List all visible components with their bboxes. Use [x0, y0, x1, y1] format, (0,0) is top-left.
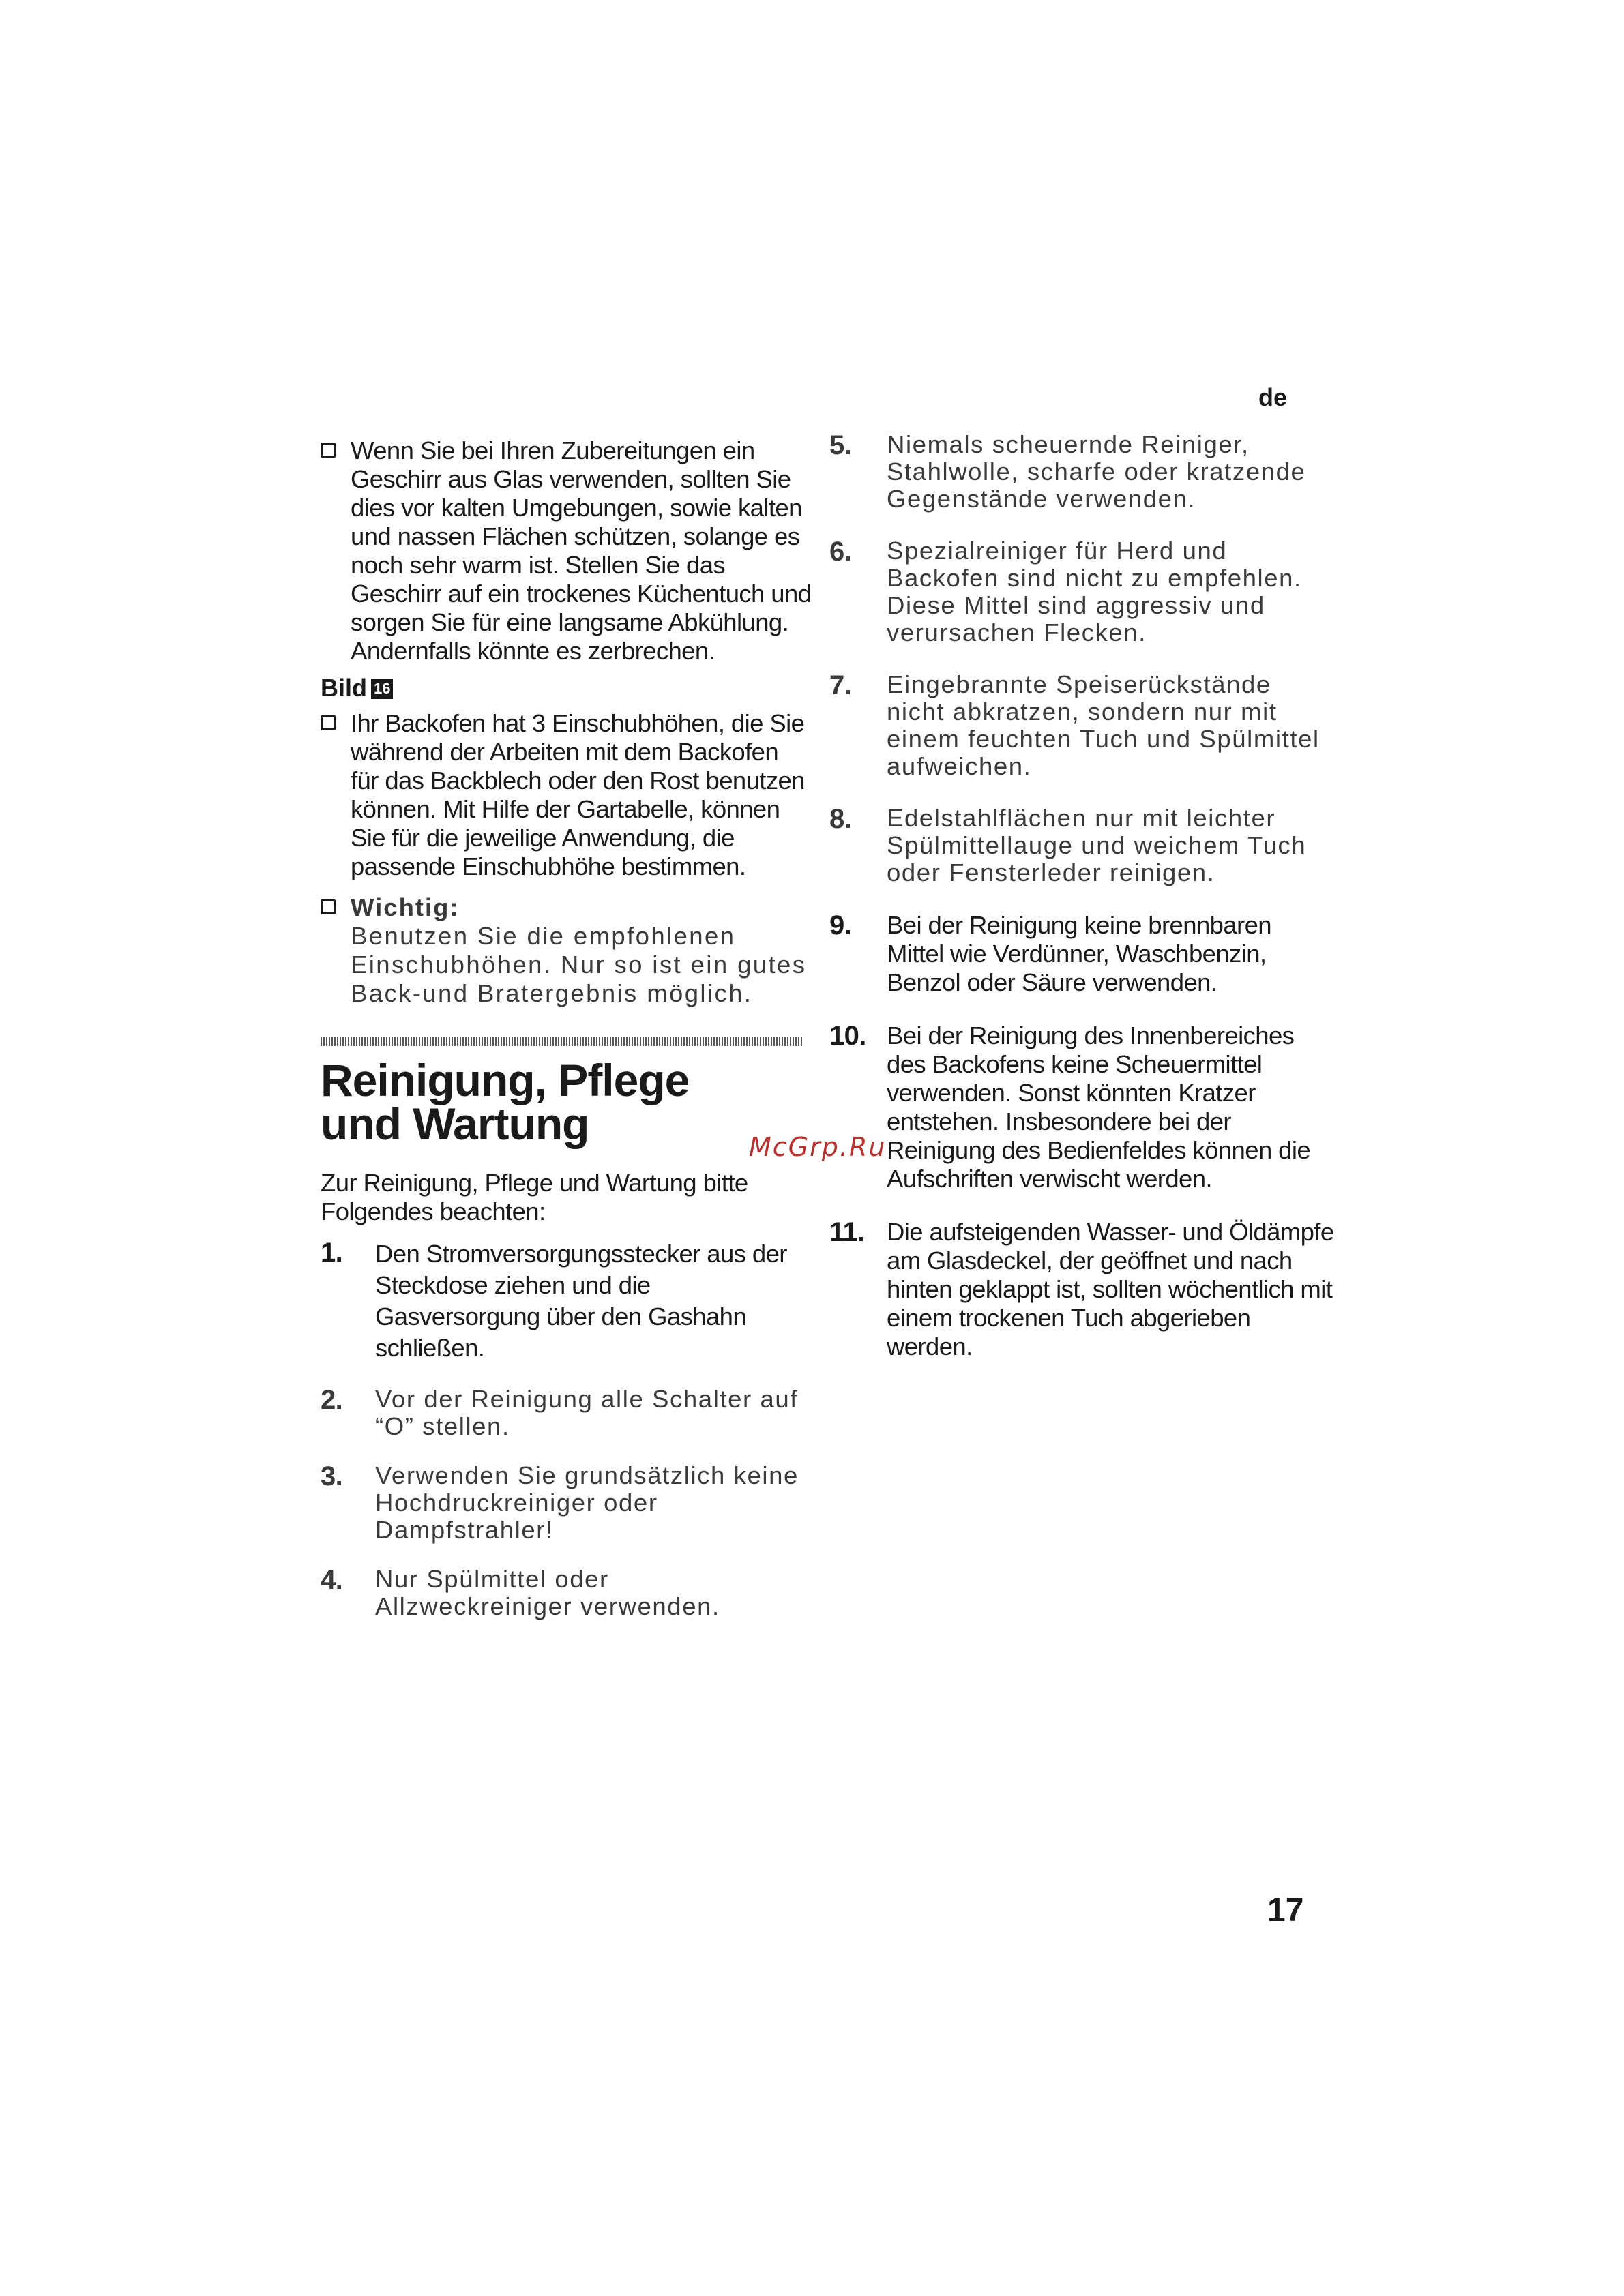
shelf-heights-note [321, 709, 812, 881]
checkbox-bullet-icon [321, 715, 336, 730]
list-item-number: 1. [321, 1238, 343, 1268]
list-item-text: Vor der Reinigung alle Schalter auf “O” stellen. [375, 1385, 799, 1440]
list-item-text: Nur Spülmittel oder Allzweckreiniger verwenden. [375, 1565, 720, 1620]
figure-reference [321, 674, 812, 702]
left-column [321, 436, 812, 1620]
list-item [829, 1022, 1334, 1193]
list-item [829, 1218, 1334, 1361]
glass-dish-note [321, 436, 812, 666]
list-item-text: Spezialreiniger für Herd und Backofen sind nicht zu empfehlen. Diese Mittel sind aggressiv und verursachen Flecken. [887, 537, 1302, 646]
list-item [829, 911, 1334, 997]
list-item [829, 805, 1334, 886]
list-item-number: 11. [829, 1217, 865, 1247]
list-item-number: 10. [829, 1021, 866, 1051]
section-title-line1: Reinigung, Pflege [321, 1055, 690, 1105]
list-item-text: Den Stromversorgungsstecker aus der Steckdose ziehen und die Gasversorgung über den Gashahn schließen. [375, 1240, 787, 1362]
list-item-number: 6. [829, 537, 852, 567]
list-item [321, 1462, 812, 1544]
watermark: McGrp.Ru [749, 1132, 887, 1162]
section-title [321, 1055, 812, 1149]
right-column [829, 431, 1334, 1386]
shelf-heights-text: Ihr Backofen hat 3 Einschubhöhen, die Sie während der Arbeiten mit dem Backofen für das Backblech oder den Rost benutzen können. Mit Hilfe der Gartabelle, können Sie für die jeweilige Anwendung, die passende Einschubhöhe bestimmen. [351, 709, 805, 880]
list-item [829, 671, 1334, 780]
page-number: 17 [1267, 1892, 1304, 1928]
list-item [321, 1566, 812, 1620]
list-item-number: 7. [829, 670, 852, 700]
list-item-number: 4. [321, 1565, 343, 1595]
list-item [321, 1386, 812, 1440]
list-item-text: Bei der Reinigung keine brennbaren Mittel wie Verdünner, Waschbenzin, Benzol oder Säure verwenden. [887, 911, 1272, 996]
list-item-text: Niemals scheuernde Reiniger, Stahlwolle, scharfe oder kratzende Gegenstände verwenden. [887, 430, 1306, 513]
checkbox-bullet-icon [321, 899, 336, 914]
checkbox-bullet-icon [321, 443, 336, 458]
list-item [829, 431, 1334, 513]
glass-dish-warning: Andernfalls könnte es zerbrechen. [351, 637, 715, 665]
list-item-text: Verwenden Sie grundsätzlich keine Hochdruckreiniger oder Dampfstrahler! [375, 1461, 799, 1544]
list-item-number: 5. [829, 430, 852, 460]
list-item-text: Die aufsteigenden Wasser- und Öldämpfe am Glasdeckel, der geöffnet und nach hinten geklappt ist, sollten wöchentlich mit einem trockenen Tuch abgerieben werden. [887, 1218, 1334, 1360]
section-title-line2: und Wartung [321, 1099, 589, 1149]
list-item [829, 537, 1334, 646]
section-intro: Zur Reinigung, Pflege und Wartung bitte Folgendes beachten: [321, 1169, 748, 1225]
list-item-text: Eingebrannte Speiserückstände nicht abkratzen, sondern nur mit einem feuchten Tuch und Spülmittel aufweichen. [887, 670, 1320, 780]
figure-label: Bild [321, 674, 367, 702]
glass-dish-text: Wenn Sie bei Ihren Zubereitungen ein Geschirr aus Glas verwenden, sollten Sie dies vor kalten Umgebungen, sowie kalten und nassen Flächen schützen, solange es noch sehr warm ist. Stellen Sie das Geschirr auf ein trockenes Küchentuch und sorgen Sie für eine langsame Abkühlung. [351, 436, 812, 636]
list-item-text: Bei der Reinigung des Innenbereiches des Backofens keine Scheuermittel verwenden. Sonst könnten Kratzer entstehen. Insbesondere bei der Reinigung des Bedienfeldes können die Aufschriften verwischt werden. [887, 1022, 1311, 1193]
important-text: Benutzen Sie die empfohlenen Einschubhöhen. Nur so ist ein gutes Back-und Bratergebnis möglich. [351, 922, 807, 1007]
section-divider [321, 1037, 802, 1046]
language-label: de [1258, 383, 1288, 411]
list-item-text: Edelstahlflächen nur mit leichter Spülmittellauge und weichem Tuch oder Fensterleder reinigen. [887, 804, 1307, 886]
list-item-number: 9. [829, 910, 852, 940]
list-item [321, 1238, 812, 1364]
list-item-number: 3. [321, 1461, 343, 1491]
important-label: Wichtig: [351, 893, 460, 921]
important-note [321, 893, 812, 1008]
list-item-number: 2. [321, 1385, 343, 1415]
figure-number: 16 [371, 679, 393, 699]
list-item-number: 8. [829, 804, 852, 834]
